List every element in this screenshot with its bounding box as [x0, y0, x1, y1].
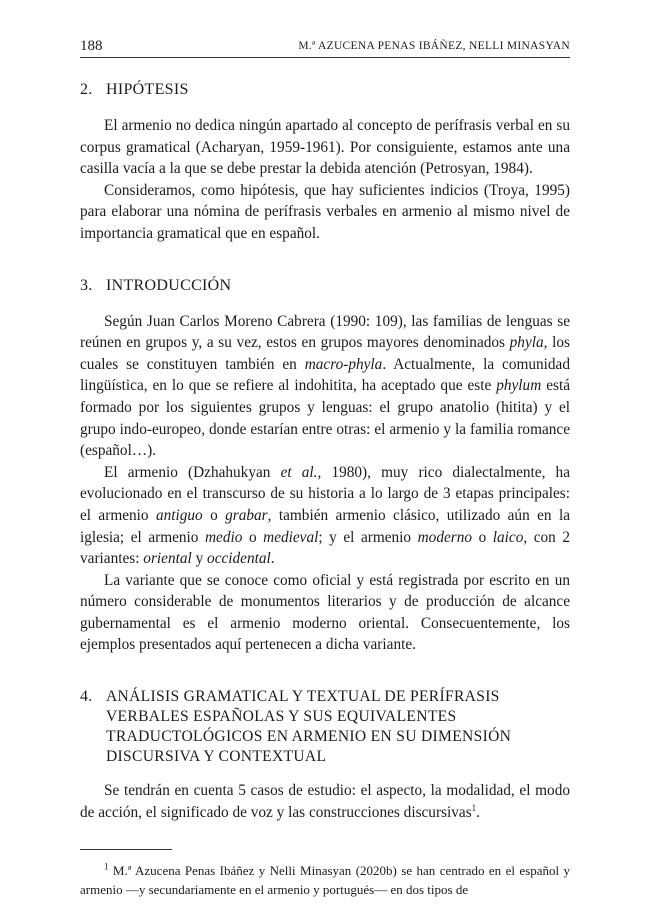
text-run: .	[270, 550, 275, 568]
italic-term: medieval	[263, 528, 319, 546]
italic-term: antiguo	[155, 506, 203, 524]
italic-term: occidental	[207, 550, 271, 568]
text-run: .	[476, 803, 480, 821]
text-run: , 1980), muy rico dialectalmente, ha evolucionado en el transcurso de su historia a lo largo de 3 etapas principales: el armenio	[80, 463, 570, 524]
footnote-text: M.ª Azucena Penas Ibáñez y Nelli Minasyan (2020b) se han centrado en el español y armenio —y secundariamente en el armenio y portugués— en dos tipos de	[80, 863, 571, 897]
running-head: M.ª AZUCENA PENAS IBÁÑEZ, NELLI MINASYAN	[298, 40, 570, 52]
section-title: HIPÓTESIS	[106, 81, 189, 98]
footnote-mark: 1	[104, 861, 109, 872]
italic-term: macro-phyla	[304, 355, 383, 373]
section-title: ANÁLISIS GRAMATICAL Y TEXTUAL DE PERÍFRASIS VERBALES ESPAÑOLAS Y SUS EQUIVALENTES TRADUCTOLÓGICOS EN ARMENIO EN SU DIMENSIÓN DISCURSIVA Y CONTEXTUAL	[106, 688, 512, 766]
text-run: y	[191, 550, 208, 568]
italic-term: phylum	[496, 377, 542, 395]
italic-term: phyla	[509, 334, 544, 352]
paragraph	[80, 462, 570, 570]
text-run: o	[472, 528, 493, 546]
text-run: , también armenio clásico, utilizado aún en la iglesia; el armenio	[80, 506, 570, 546]
italic-term: laico	[492, 528, 524, 546]
italic-term: medio	[205, 528, 243, 546]
italic-term: et al.	[280, 463, 318, 481]
text-run: Se tendrán en cuenta 5 casos de estudio: el aspecto, la modalidad, el modo de acción, el significado de voz y las construcciones discursivas	[80, 782, 570, 821]
italic-term: grabar	[225, 506, 268, 524]
footnote-rule	[80, 849, 172, 850]
section-heading-introduccion	[80, 275, 570, 296]
footnote-reference[interactable]: 1	[471, 802, 477, 813]
text-run: . Actualmente, la comunidad lingüística, en lo que se refiere al indohitita, ha aceptado que este	[80, 355, 570, 395]
section-title: INTRODUCCIÓN	[106, 276, 232, 294]
section-number: 4.	[80, 688, 93, 706]
text-run: , con 2 variantes:	[80, 528, 571, 568]
paragraph: Consideramos, como hipótesis, que hay suficientes indicios (Troya, 1995) para elaborar una nómina de perífrasis verbales en armenio al mismo nivel de importancia gramatical que en español.	[80, 181, 570, 242]
italic-term: oriental	[143, 550, 192, 568]
text-run: , los cuales se constituyen también en	[80, 334, 570, 373]
page-body	[80, 78, 570, 899]
italic-term: moderno	[417, 528, 473, 546]
text-run: o	[202, 506, 226, 524]
section-heading-hipotesis	[80, 79, 570, 100]
page-number: 188	[80, 38, 103, 54]
page-header	[80, 34, 570, 56]
header-rule	[80, 57, 570, 58]
footnote	[80, 862, 570, 899]
paragraph: El armenio no dedica ningún apartado al concepto de perífrasis verbal en su corpus gramatical (Acharyan, 1959-1961). Por consiguiente, estamos ante una casilla vacía a la que se debe prestar la debida atención (Petrosyan, 1984).	[80, 117, 570, 178]
text-run: ; y el armenio	[318, 528, 418, 546]
paragraph	[80, 311, 570, 462]
text-run: está formado por los siguientes grupos y lenguas: el grupo anatolio (hitita) y el grupo indo-europeo, donde estarían entre otras: el armenio y la familia romance (español…).	[80, 377, 571, 460]
paragraph: La variante que se conoce como oficial y está registrada por escrito en un número considerable de monumentos literarios y de producción de alcance gubernamental es el armenio moderno oriental. Consecuentemente, los ejemplos presentados aquí pertenecen a dicha variante.	[80, 571, 570, 654]
section-number: 2.	[80, 81, 93, 98]
section-heading-analisis	[80, 687, 570, 767]
text-run: Según Juan Carlos Moreno Cabrera (1990: 109), las familias de lenguas se reúnen en grupos y, a su vez, estos en grupos mayores denominados	[80, 312, 570, 352]
text-run: o	[242, 528, 264, 546]
paragraph	[80, 780, 570, 823]
text-run: El armenio (Dzhahukyan	[104, 463, 281, 481]
section-number: 3.	[80, 276, 93, 294]
